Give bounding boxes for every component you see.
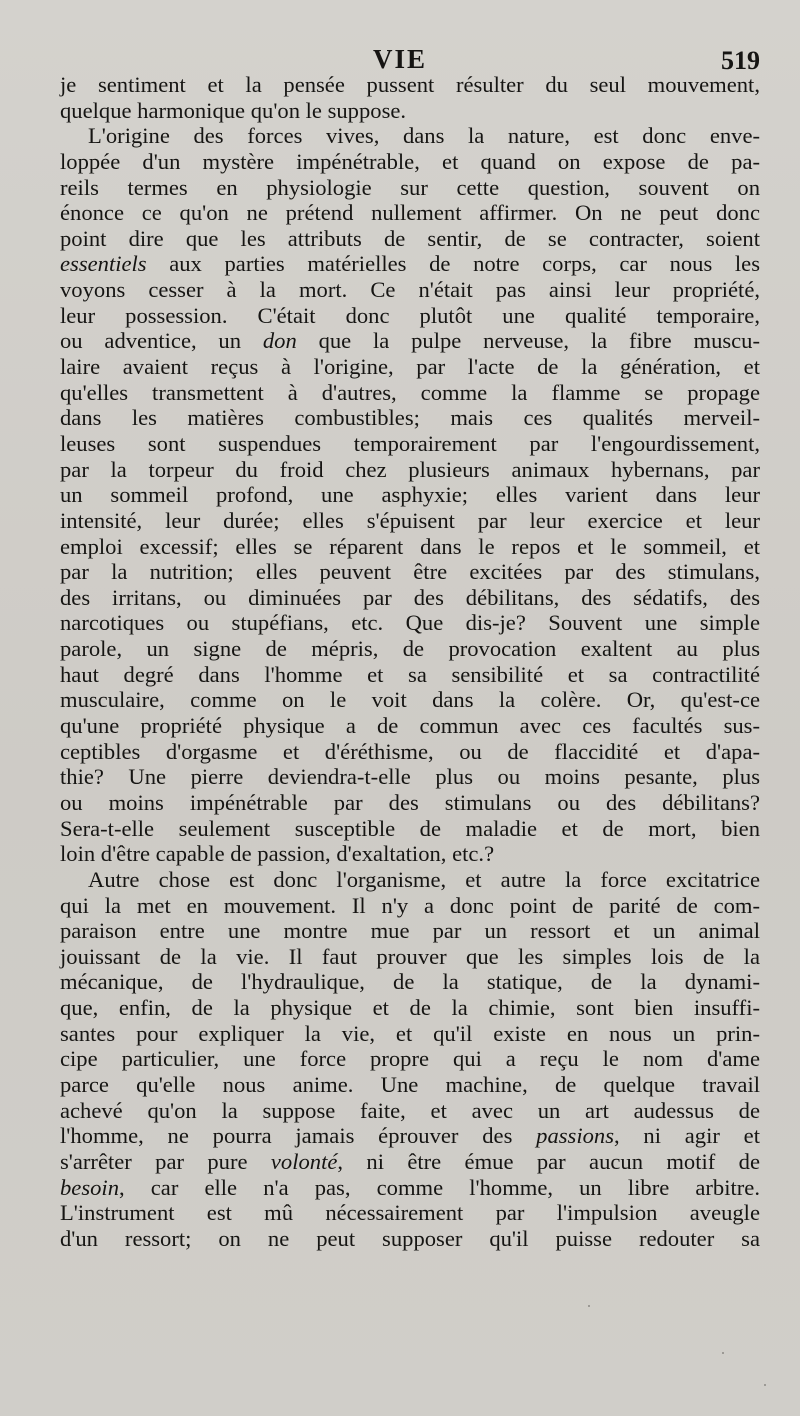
italic-term: essentiels [60, 251, 147, 277]
text-line: mécanique, de l'hydraulique, de la statique, de la dynami- [60, 969, 760, 995]
text-line: je sentiment et la pensée pussent résulter du seul mouvement, [60, 72, 760, 97]
text-line: des irritans, ou diminuées par des débilitans, des sédatifs, des [60, 584, 760, 610]
text-line: ceptibles d'orgasme et d'éréthisme, ou de flaccidité et d'apa- [60, 738, 760, 764]
text-line: haut degré dans l'homme et sa sensibilité et sa contractilité [60, 661, 760, 687]
text-line: l'homme, ne pourra jamais éprouver des passions, ni agir et [60, 1123, 760, 1149]
text-line: quelque harmonique qu'on le suppose. [60, 97, 407, 123]
text-line: par la nutrition; elles peuvent être excitées par des stimulans, [60, 559, 760, 585]
text-line: reils termes en physiologie sur cette question, souvent on [60, 174, 760, 200]
text-line: leuses sont suspendues temporairement par l'engourdissement, [60, 430, 760, 456]
text-line: qu'elles transmettent à d'autres, comme la flamme se propage [60, 379, 760, 405]
text-line: parole, un signe de mépris, de provocation exaltent au plus [60, 636, 760, 662]
text-line: narcotiques ou stupéfians, etc. Que dis-je? Souvent une simple [60, 610, 760, 636]
text-line: L'instrument est mû nécessairement par l'impulsion aveugle [60, 1200, 760, 1226]
body-text [60, 72, 760, 1251]
text-line: qu'une propriété physique a de commun avec ces facultés sus- [60, 713, 760, 739]
text-line: d'un ressort; on ne peut supposer qu'il puisse redouter sa [60, 1225, 760, 1251]
text-line: s'arrêter par pure volonté, ni être émue par aucun motif de [60, 1148, 760, 1174]
text-line: ou moins impénétrable par des stimulans ou des débilitans? [60, 789, 760, 815]
text-line: essentiels aux parties matérielles de notre corps, car nous les [60, 251, 760, 277]
text-line: paraison entre une montre mue par un ressort et un animal [60, 918, 760, 944]
paper-speck [588, 1305, 590, 1307]
text-line: énonce ce qu'on ne prétend nullement affirmer. On ne peut donc [60, 200, 760, 226]
italic-term: passions [536, 1123, 614, 1149]
text-line: voyons cesser à la mort. Ce n'était pas ainsi leur propriété, [60, 277, 760, 303]
text-line: besoin, car elle n'a pas, comme l'homme, un libre arbitre. [60, 1174, 760, 1200]
paragraph-start-line: Autre chose est donc l'organisme, et autre la force excitatrice [88, 866, 760, 892]
running-title: VIE [372, 44, 427, 74]
text-line: ou adventice, un don que la pulpe nerveuse, la fibre muscu- [60, 328, 761, 354]
italic-term: don [262, 328, 297, 354]
text-line: loppée d'un mystère impénétrable, et quand on expose de pa- [60, 148, 760, 174]
text-line: thie? Une pierre deviendra-t-elle plus ou moins pesante, plus [60, 764, 760, 790]
italic-term: volonté [270, 1148, 338, 1174]
text-line: musculaire, comme on le voit dans la colère. Or, qu'est-ce [60, 687, 760, 713]
text-line: emploi excessif; elles se réparent dans le repos et le sommeil, et [60, 533, 760, 559]
text-line: jouissant de la vie. Il faut prouver que les simples lois de la [60, 943, 760, 969]
text-line: santes pour expliquer la vie, et qu'il existe en nous un prin- [60, 1020, 760, 1046]
text-line: cipe particulier, une force propre qui a reçu le nom d'ame [60, 1046, 760, 1072]
paper-speck [764, 1384, 766, 1386]
text-line: point dire que les attributs de sentir, de se contracter, soient [60, 225, 760, 251]
text-line: laire avaient reçus à l'origine, par l'acte de la génération, et [60, 354, 760, 380]
text-line: par la torpeur du froid chez plusieurs animaux hybernans, par [60, 456, 760, 482]
text-line: que, enfin, de la physique et de la chimie, sont bien insuffi- [60, 995, 760, 1021]
text-line: loin d'être capable de passion, d'exaltation, etc.? [60, 841, 495, 867]
text-line: Sera-t-elle seulement susceptible de maladie et de mort, bien [60, 815, 760, 841]
text-line: un sommeil profond, une asphyxie; elles varient dans leur [60, 482, 760, 508]
text-line: leur possession. C'était donc plutôt une qualité temporaire, [60, 302, 760, 328]
paragraph-start-line: L'origine des forces vives, dans la nature, est donc enve- [88, 123, 760, 149]
page-number: 519 [721, 46, 760, 75]
italic-term: besoin [60, 1174, 119, 1200]
text-line: intensité, leur durée; elles s'épuisent par leur exercice et leur [60, 507, 760, 533]
text-line: parce qu'elle nous anime. Une machine, de quelque travail [60, 1071, 760, 1097]
text-line: achevé qu'on la suppose faite, et avec un art audessus de [60, 1097, 760, 1123]
text-line: dans les matières combustibles; mais ces qualités merveil- [60, 405, 760, 431]
paper-speck [722, 1352, 724, 1354]
text-line: qui la met en mouvement. Il n'y a donc point de parité de com- [60, 892, 760, 918]
